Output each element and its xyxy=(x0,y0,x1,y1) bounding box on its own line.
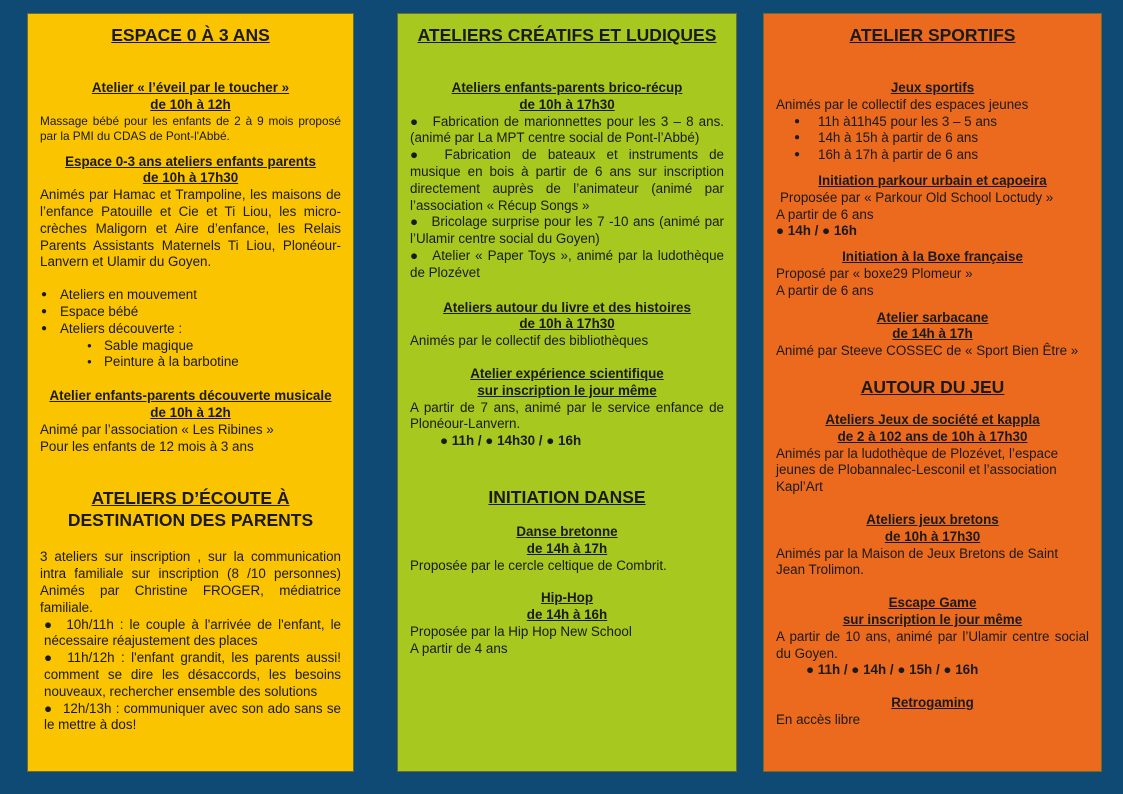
activity-title: Atelier sarbacane xyxy=(876,309,989,325)
activity-title: Danse bretonne xyxy=(516,523,618,539)
activity-text: A partir de 6 ans xyxy=(776,206,874,222)
section-title: ATELIER SPORTIFS xyxy=(849,25,1016,45)
list-item: ● Fabrication de bateaux et instruments de musique en bois à partir de 6 ans sur inscription directement auprès de l’animateur (animé par l’association « Récup Songs » xyxy=(410,147,724,213)
activity-text: Animés par le collectif des espaces jeunes xyxy=(776,96,1029,112)
activity-time: de 10h à 12h xyxy=(150,96,231,112)
activity-text: Proposée par le cercle celtique de Combrit. xyxy=(410,557,667,573)
activity-text: Proposé par « boxe29 Plomeur » xyxy=(776,265,973,281)
list-item: ● Fabrication de marionnettes pour les 3 – 8 ans. (animé par La MPT centre social de Pont-l’Abbé) xyxy=(410,113,724,146)
activity-title: Ateliers autour du livre et des histoires xyxy=(443,299,691,315)
time-slots: ● 11h / ● 14h / ● 15h / ● 16h xyxy=(806,662,979,678)
activity-text: Proposée par « Parkour Old School Loctudy » xyxy=(780,189,1054,205)
section-title: AUTOUR DU JEU xyxy=(860,376,1005,397)
section-title: DESTINATION DES PARENTS xyxy=(67,510,314,531)
activity-text: A partir de 4 ans xyxy=(410,640,508,656)
activity-time: de 10h à 12h xyxy=(150,404,231,420)
activity-text: Pour les enfants de 12 mois à 3 ans xyxy=(40,438,254,454)
column-espace-0-3 xyxy=(27,13,354,772)
activity-text: Animés par la Maison de Jeux Bretons de Saint Jean Trolimon. xyxy=(776,545,1059,578)
activity-time: sur inscription le jour même xyxy=(477,382,657,398)
activity-time: de 10h à 17h30 xyxy=(142,170,239,186)
activity-time: de 10h à 17h30 xyxy=(519,316,615,332)
activity-title: Initiation parkour urbain et capoeira xyxy=(818,172,1047,188)
sub-list-item: ● Peinture à la barbotine xyxy=(40,354,341,371)
activity-title: Atelier « l’éveil par le toucher » xyxy=(91,80,290,95)
activity-text: A partir de 7 ans, animé par le service enfance de Plonéour-Lanvern. xyxy=(410,399,724,432)
activity-time: de 10h à 17h30 xyxy=(884,528,981,544)
column-ateliers-creatifs xyxy=(397,13,737,772)
activity-title: Hip-Hop xyxy=(540,590,594,606)
activity-time: de 14h à 17h xyxy=(892,326,973,342)
activity-title: Ateliers enfants-parents brico-récup xyxy=(451,80,683,95)
list-item: ● Ateliers découverte : xyxy=(40,321,341,338)
activity-text: A partir de 6 ans xyxy=(776,282,874,298)
activity-text: Proposée par la Hip Hop New School xyxy=(410,623,632,639)
list-item: ● 12h/13h : communiquer avec son ado sans se le mettre à dos! xyxy=(44,700,342,733)
sub-list-item: ● Sable magique xyxy=(40,338,341,355)
activity-title: Ateliers jeux bretons xyxy=(866,511,999,527)
activity-title: Atelier enfants-parents découverte musicale xyxy=(49,388,332,404)
activity-text: En accès libre xyxy=(776,711,861,727)
activity-title: Initiation à la Boxe française xyxy=(842,249,1023,265)
activity-title: Jeux sportifs xyxy=(890,80,975,95)
activity-time: de 2 à 102 ans de 10h à 17h30 xyxy=(837,428,1028,444)
activity-text: Massage bébé pour les enfants de 2 à 9 mois proposé par la PMI du CDAS de Pont-l'Abbé. xyxy=(40,113,341,143)
list-item: ● Bricolage surprise pour les 7 -10 ans (animé par l’Ulamir centre social du Goyen) xyxy=(410,214,724,247)
activity-title: Atelier expérience scientifique xyxy=(470,365,664,381)
list-item: ● 11h à11h45 pour les 3 – 5 ans xyxy=(776,114,1089,131)
activity-title: Retrogaming xyxy=(891,695,974,711)
list-item: ● 16h à 17h à partir de 6 ans xyxy=(776,147,1089,164)
activity-time: de 14h à 17h xyxy=(526,540,608,556)
list-item: ● Espace bébé xyxy=(40,304,341,321)
activity-time: sur inscription le jour même xyxy=(842,611,1023,627)
time-slots: ● 11h / ● 14h30 / ● 16h xyxy=(440,433,582,449)
section-title: ATELIERS CRÉATIFS ET LUDIQUES xyxy=(417,25,717,45)
activity-text: A partir de 10 ans, animé par l’Ulamir centre social du Goyen. xyxy=(776,628,1089,661)
activity-text: Animés par Hamac et Trampoline, les maisons de l’enfance Patouille et Cie et Ti Liou, les micro-crèches Maligorn et Aire d’enfance, les Relais Parents Assistants Maternels Ti Liou, Plonéour-Lanvern et Ulamir du Goyen. xyxy=(40,187,341,270)
list-item: ● 11h/12h : l'enfant grandit, les parents aussi! comment se dire les désaccords, les besoins nouveaux, rechercher ensemble des solutions xyxy=(44,650,342,699)
activity-text: Animés par la ludothèque de Plozévet, l’espace jeunes de Plobannalec-Lesconil et l’association Kapl’Art xyxy=(776,445,1059,495)
activity-time: de 10h à 17h30 xyxy=(519,96,615,112)
activity-title: Ateliers Jeux de société et kappla xyxy=(825,411,1040,427)
column-ateliers-sportifs xyxy=(763,13,1102,772)
section-title: ATELIERS D’ÉCOUTE À xyxy=(91,488,290,509)
list-item: ● Atelier « Paper Toys », animé par la ludothèque de Plozévet xyxy=(410,247,724,280)
activity-text: 3 ateliers sur inscription , sur la communication intra familiale sur inscription (8 /10 personnes) Animés par Christine FROGER, médiatrice familiale. xyxy=(40,549,341,615)
activity-text: Animé par Steeve COSSEC de « Sport Bien Être » xyxy=(776,343,1079,359)
list-item: ● Ateliers en mouvement xyxy=(40,287,341,304)
activity-text: Animés par le collectif des bibliothèques xyxy=(410,333,649,349)
list-item: ● 10h/11h : le couple à l'arrivée de l'enfant, le nécessaire réajustement des places xyxy=(44,616,342,649)
activity-time: de 14h à 16h xyxy=(526,607,608,623)
section-title: ESPACE 0 À 3 ANS xyxy=(111,25,270,45)
list-item: ● 14h à 15h à partir de 6 ans xyxy=(776,130,1089,147)
activity-title: Escape Game xyxy=(888,595,977,611)
activity-text: Animé par l’association « Les Ribines » xyxy=(40,421,274,437)
time-slots: ● 14h / ● 16h xyxy=(776,223,857,239)
activity-title: Espace 0-3 ans ateliers enfants parents xyxy=(65,153,316,169)
section-title: INITIATION DANSE xyxy=(488,486,646,507)
